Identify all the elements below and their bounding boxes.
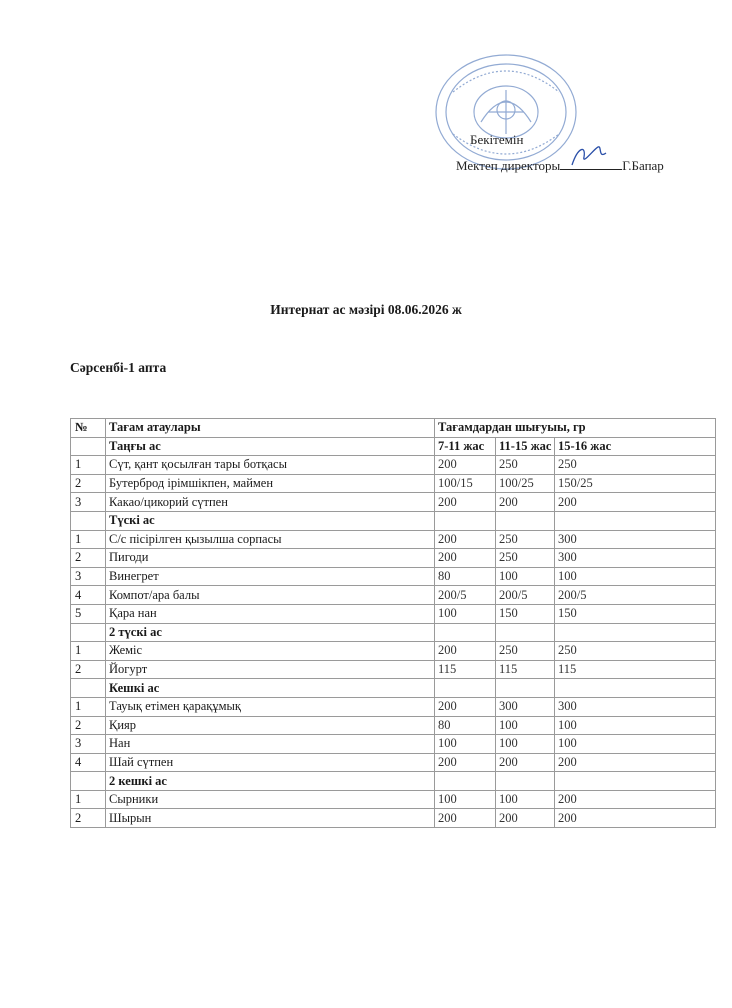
dish-name: Сүт, қант қосылған тары ботқасы	[106, 456, 435, 475]
section-num-cell	[71, 679, 106, 698]
portion-value: 300	[555, 530, 716, 549]
approval-block	[456, 127, 726, 179]
portion-value: 200	[555, 809, 716, 828]
empty-cell	[496, 511, 555, 530]
portion-value: 200/5	[496, 586, 555, 605]
director-position: Мектеп директоры	[456, 158, 561, 173]
portion-value: 200/5	[435, 586, 496, 605]
handwritten-signature	[568, 143, 612, 169]
row-number: 1	[71, 456, 106, 475]
row-number: 3	[71, 735, 106, 754]
section-num-cell	[71, 511, 106, 530]
portion-value: 250	[555, 456, 716, 475]
portion-value: 300	[555, 697, 716, 716]
section-title: 2 түскі ас	[106, 623, 435, 642]
portion-value: 200	[435, 753, 496, 772]
portion-value: 115	[555, 660, 716, 679]
portion-value: 200/5	[555, 586, 716, 605]
table-header-row	[71, 419, 716, 438]
portion-value: 115	[435, 660, 496, 679]
section-title: 2 кешкі ас	[106, 772, 435, 791]
dish-name: Сырники	[106, 790, 435, 809]
director-name: Г.Бапар	[622, 158, 664, 173]
portion-value: 300	[496, 697, 555, 716]
portion-value: 100/25	[496, 474, 555, 493]
dish-name: Қияр	[106, 716, 435, 735]
dish-name: Қара нан	[106, 604, 435, 623]
row-number: 1	[71, 697, 106, 716]
portion-value: 200	[496, 809, 555, 828]
menu-table	[70, 418, 716, 828]
row-number: 3	[71, 493, 106, 512]
row-number: 1	[71, 790, 106, 809]
table-row	[71, 735, 716, 754]
portion-value: 200	[555, 493, 716, 512]
age-header-3: 15-16 жас	[555, 437, 716, 456]
portion-value: 200	[435, 549, 496, 568]
portion-value: 100	[435, 790, 496, 809]
row-number: 1	[71, 530, 106, 549]
section-num-cell	[71, 623, 106, 642]
portion-value: 250	[496, 530, 555, 549]
table-row	[71, 604, 716, 623]
table-row	[71, 567, 716, 586]
header-name: Тағам атаулары	[106, 419, 435, 438]
portion-value: 100	[496, 567, 555, 586]
dish-name: Тауық етімен қарақұмық	[106, 697, 435, 716]
section-row	[71, 437, 716, 456]
table-row	[71, 716, 716, 735]
dish-name: Какао/цикорий сүтпен	[106, 493, 435, 512]
portion-value: 80	[435, 567, 496, 586]
dish-name: Бутерброд ірімшікпен, маймен	[106, 474, 435, 493]
portion-value: 250	[496, 549, 555, 568]
portion-value: 200	[435, 642, 496, 661]
portion-value: 200	[435, 697, 496, 716]
row-number: 2	[71, 474, 106, 493]
empty-cell	[435, 772, 496, 791]
portion-value: 100	[555, 735, 716, 754]
empty-cell	[496, 772, 555, 791]
empty-cell	[555, 511, 716, 530]
row-number: 2	[71, 660, 106, 679]
document-title: Интернат ас мәзірі 08.06.2026 ж	[270, 302, 462, 317]
table-row	[71, 493, 716, 512]
portion-value: 200	[435, 809, 496, 828]
empty-cell	[435, 623, 496, 642]
signature-line	[456, 153, 726, 179]
portion-value: 200	[555, 790, 716, 809]
dish-name: Шырын	[106, 809, 435, 828]
row-number: 4	[71, 753, 106, 772]
age-header-1: 7-11 жас	[435, 437, 496, 456]
portion-value: 80	[435, 716, 496, 735]
dish-name: Жеміс	[106, 642, 435, 661]
table-row	[71, 586, 716, 605]
portion-value: 150	[555, 604, 716, 623]
header-yield: Тағамдардан шығуыы, гр	[435, 419, 716, 438]
section-row	[71, 772, 716, 791]
dish-name: Йогурт	[106, 660, 435, 679]
portion-value: 250	[555, 642, 716, 661]
section-row	[71, 623, 716, 642]
portion-value: 200	[555, 753, 716, 772]
section-num-cell	[71, 772, 106, 791]
portion-value: 200	[435, 493, 496, 512]
section-row	[71, 679, 716, 698]
portion-value: 250	[496, 642, 555, 661]
empty-cell	[435, 679, 496, 698]
day-label: Сәрсенбі-1 апта	[70, 360, 167, 375]
section-row	[71, 511, 716, 530]
portion-value: 100	[555, 716, 716, 735]
section-title: Таңғы ас	[106, 437, 435, 456]
row-number: 2	[71, 549, 106, 568]
empty-cell	[555, 623, 716, 642]
dish-name: Компот/ара балы	[106, 586, 435, 605]
menu-table-body	[71, 419, 716, 828]
portion-value: 200	[496, 493, 555, 512]
signature	[560, 155, 622, 170]
portion-value: 100/15	[435, 474, 496, 493]
row-number: 4	[71, 586, 106, 605]
approved-label: Бекітемін	[470, 132, 524, 147]
portion-value: 250	[496, 456, 555, 475]
table-row	[71, 642, 716, 661]
portion-value: 100	[435, 735, 496, 754]
portion-value: 100	[496, 716, 555, 735]
dish-name: Нан	[106, 735, 435, 754]
table-row	[71, 456, 716, 475]
dish-name: Винегрет	[106, 567, 435, 586]
portion-value: 300	[555, 549, 716, 568]
section-num-cell	[71, 437, 106, 456]
table-row	[71, 697, 716, 716]
row-number: 2	[71, 716, 106, 735]
dish-name: С/с пісірілген қызылша сорпасы	[106, 530, 435, 549]
portion-value: 100	[555, 567, 716, 586]
empty-cell	[555, 679, 716, 698]
table-row	[71, 549, 716, 568]
empty-cell	[435, 511, 496, 530]
portion-value: 200	[435, 530, 496, 549]
portion-value: 115	[496, 660, 555, 679]
empty-cell	[496, 623, 555, 642]
table-row	[71, 660, 716, 679]
table-row	[71, 474, 716, 493]
portion-value: 100	[496, 735, 555, 754]
portion-value: 200	[435, 456, 496, 475]
table-row	[71, 809, 716, 828]
section-title: Түскі ас	[106, 511, 435, 530]
empty-cell	[496, 679, 555, 698]
portion-value: 100	[496, 790, 555, 809]
section-title: Кешкі ас	[106, 679, 435, 698]
dish-name: Шай сүтпен	[106, 753, 435, 772]
portion-value: 200	[496, 753, 555, 772]
empty-cell	[555, 772, 716, 791]
table-row	[71, 530, 716, 549]
row-number: 1	[71, 642, 106, 661]
header-num: №	[71, 419, 106, 438]
dish-name: Пигоди	[106, 549, 435, 568]
row-number: 3	[71, 567, 106, 586]
row-number: 5	[71, 604, 106, 623]
portion-value: 150/25	[555, 474, 716, 493]
portion-value: 100	[435, 604, 496, 623]
portion-value: 150	[496, 604, 555, 623]
table-row	[71, 753, 716, 772]
table-row	[71, 790, 716, 809]
row-number: 2	[71, 809, 106, 828]
age-header-2: 11-15 жас	[496, 437, 555, 456]
